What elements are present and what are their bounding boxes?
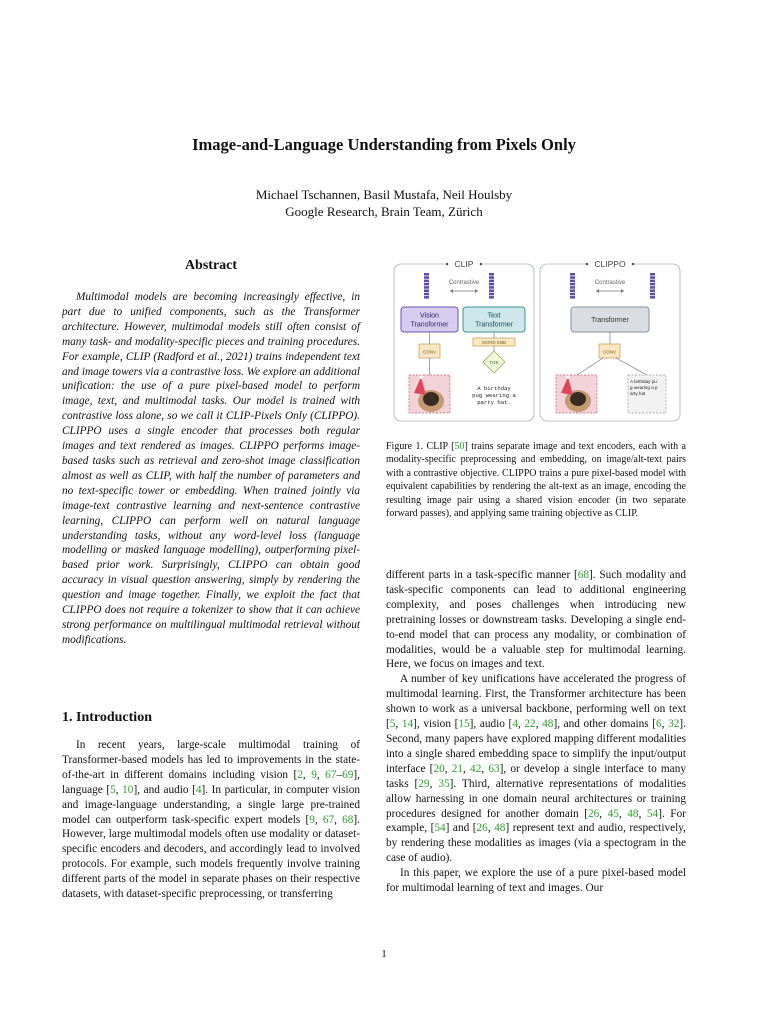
clippo-conv-label: CONV	[602, 349, 617, 355]
figure-1-caption: Figure 1. CLIP [50] trains separate image and text encoders, each with a modality-specific preprocessing and embedding, on image/alt-text pairs with a contrastive objective. CLIPPO trains a pure pixel-based model with equivalent capabilities by rendering the alt-text as an image, encoding the resulting image pair using a shared vision encoder (in two separate forward passes), and applying same training objective as CLIP.	[386, 441, 686, 520]
citation-link[interactable]: 26	[476, 822, 488, 835]
alt-text	[472, 385, 516, 406]
citation-link[interactable]: 67	[322, 813, 335, 826]
citation-link[interactable]: 5	[389, 718, 396, 731]
citation-link[interactable]: 68	[342, 813, 354, 826]
alt-text-line-3: party hat.	[477, 399, 511, 406]
citation-link[interactable]: 5	[110, 783, 116, 796]
citation-link[interactable]: 32	[668, 718, 680, 731]
citation-link[interactable]: 54	[434, 822, 446, 835]
right-column-body	[386, 568, 686, 896]
citation-link[interactable]: 48	[542, 718, 554, 731]
citation-link[interactable]: 67	[325, 768, 337, 781]
citation-link[interactable]: 4	[195, 783, 202, 796]
citation-link[interactable]: 6	[656, 718, 662, 731]
citation-link[interactable]: 10	[122, 783, 134, 796]
clippo-contrastive-label: Contrastive	[594, 280, 626, 286]
figure-1	[388, 255, 684, 423]
citation-link[interactable]: 50	[454, 441, 465, 452]
clip-label: CLIP	[454, 259, 474, 269]
citation-link[interactable]: 2	[297, 768, 303, 781]
section-heading-introduction: 1. Introduction	[62, 710, 152, 725]
text-transformer-label-2: Transformer	[475, 321, 513, 329]
citation-link[interactable]: 69	[342, 768, 354, 781]
affiliation: Google Research, Brain Team, Zürich	[285, 204, 483, 219]
alt-text-line-2: pug wearing a	[472, 392, 516, 399]
clippo-label: CLIPPO	[594, 259, 626, 269]
clip-conv-label: CONV	[422, 349, 437, 355]
citation-link[interactable]: 22	[524, 718, 536, 731]
rendered-text-line-2: g wearing a p	[630, 385, 658, 390]
rendered-text-line-1: A birthday pu	[630, 379, 657, 384]
vision-transformer-label-2: Transformer	[410, 321, 449, 329]
citation-link[interactable]: 68	[577, 569, 590, 581]
alt-text-line-1: A birthday	[477, 385, 511, 392]
citation-link[interactable]: 63	[488, 762, 500, 775]
citation-link[interactable]: 48	[494, 822, 506, 835]
author-block	[0, 186, 768, 220]
paper-title: Image-and-Language Understanding from Pixels Only	[192, 135, 576, 154]
abstract-heading: Abstract	[184, 258, 238, 273]
citation-link[interactable]: 4	[512, 718, 518, 731]
citation-link[interactable]: 35	[438, 777, 450, 790]
citation-link[interactable]: 14	[401, 718, 414, 731]
shared-transformer-label: Transformer	[591, 317, 629, 324]
vision-transformer-label-1: Vision	[420, 312, 439, 320]
citation-link[interactable]: 48	[627, 807, 639, 820]
word-emb-label: WORD EMB	[481, 340, 507, 345]
right-paragraph-1: different parts in a task-specific manner [68]. Such modality and task-specific components can lead to additional engineering complexity, and poses challenges when introducing new pretraining losses or downstream tasks. Developing a single end-to-end model that can process any modality, or combination of modalities, would be a valuable step for multimodal learning. Here, we focus on images and text.	[386, 569, 686, 671]
citation-link[interactable]: 29	[418, 777, 430, 790]
citation-link[interactable]: 15	[458, 718, 470, 731]
intro-paragraph: In recent years, large-scale multimodal training of Transformer-based models has led to improvements in the state-of-the-art in different domains including vision [2, 9, 67–69], language [5, 10], and audio [4]. In particular, in computer vision and image-language understanding, a single large pre-trained model can outperform task-specific expert models [9, 67, 68]. However, large multimodal models often use modality or dataset-specific encoders and decoders, and accordingly lead to involved protocols. For example, such models frequently involve training different parts of the model in separate phases on their respective datasets, with dataset-specific preprocessing, or transferring	[62, 739, 361, 901]
abstract-text: Multimodal models are becoming increasingly effective, in part due to unified components, such as the Transformer architecture. However, multimodal models still often consist of many task- and modality-specific pieces and training procedures. For example, CLIP (Radford et al., 2021) trains independent text and image towers via a contrastive loss. We explore an additional unification: the use of a pure pixel-based model to perform image, text, and multimodal tasks. Our model is trained with contrastive loss alone, so we call it CLIP-Pixels Only (CLIPPO). CLIPPO uses a single encoder that processes both regular images and text rendered as images. CLIPPO performs image-based tasks such as retrieval and zero-shot image classification almost as well as CLIP, with half the number of parameters and no text-specific tower or embedding. When trained jointly via image-text contrastive learning and next-sentence contrastive learning, CLIPPO can perform well on natural language understanding tasks, without any word-level loss (language modelling or masked language modelling), outperforming pixel-based prior work. Surprisingly, CLIPPO can obtain good accuracy in visual question answering, simply by rendering the question and image together. Finally, we exploit the fact that CLIPPO does not require a tokenizer to show that it can achieve strong performance on multilingual multimodal retrieval without modifications.	[62, 291, 360, 646]
citation-link[interactable]: 45	[607, 807, 619, 820]
clippo-pug-image	[556, 375, 597, 413]
citation-link[interactable]: 26	[587, 807, 600, 820]
text-transformer-label-1: Text	[487, 312, 501, 320]
right-paragraph-3: In this paper, we explore the use of a pure pixel-based model for multimodal learning of text and images. Our	[386, 867, 686, 895]
citation-link[interactable]: 21	[451, 762, 464, 775]
citation-link[interactable]: 54	[646, 807, 659, 820]
citation-link[interactable]: 20	[433, 762, 445, 775]
rendered-text-line-3: arty hat	[630, 391, 646, 396]
authors: Michael Tschannen, Basil Mustafa, Neil Houlsby	[255, 187, 513, 202]
right-paragraph-2: A number of key unifications have accelerated the progress of multimodal learning. First, the Transformer architecture has been shown to work as a universal backbone, performing well on text [5, 14], vision [15], audio [4, 22, 48], and other domains [6, 32]. Second, many papers have explored mapping different modalities into a single shared embedding space to simplify the input/output interface [20, 21, 42, 63], or develop a single interface to many tasks [29, 35]. Third, alternative representations of modalities allow harnessing in one domain neural architectures or training procedures designed for another domain [26, 45, 48, 54]. For example, [54] and [26, 48] represent text and audio, respectively, by rendering these modalities as images (via a spectogram in the case of audio).	[386, 673, 687, 865]
clip-contrastive-label: Contrastive	[448, 280, 480, 286]
citation-link[interactable]: 42	[470, 762, 482, 775]
tok-label: TOK	[489, 360, 499, 365]
page-number: 1	[381, 948, 387, 960]
citation-link[interactable]: 9	[311, 768, 317, 781]
pug-image	[409, 375, 450, 413]
citation-link[interactable]: 9	[309, 813, 315, 826]
